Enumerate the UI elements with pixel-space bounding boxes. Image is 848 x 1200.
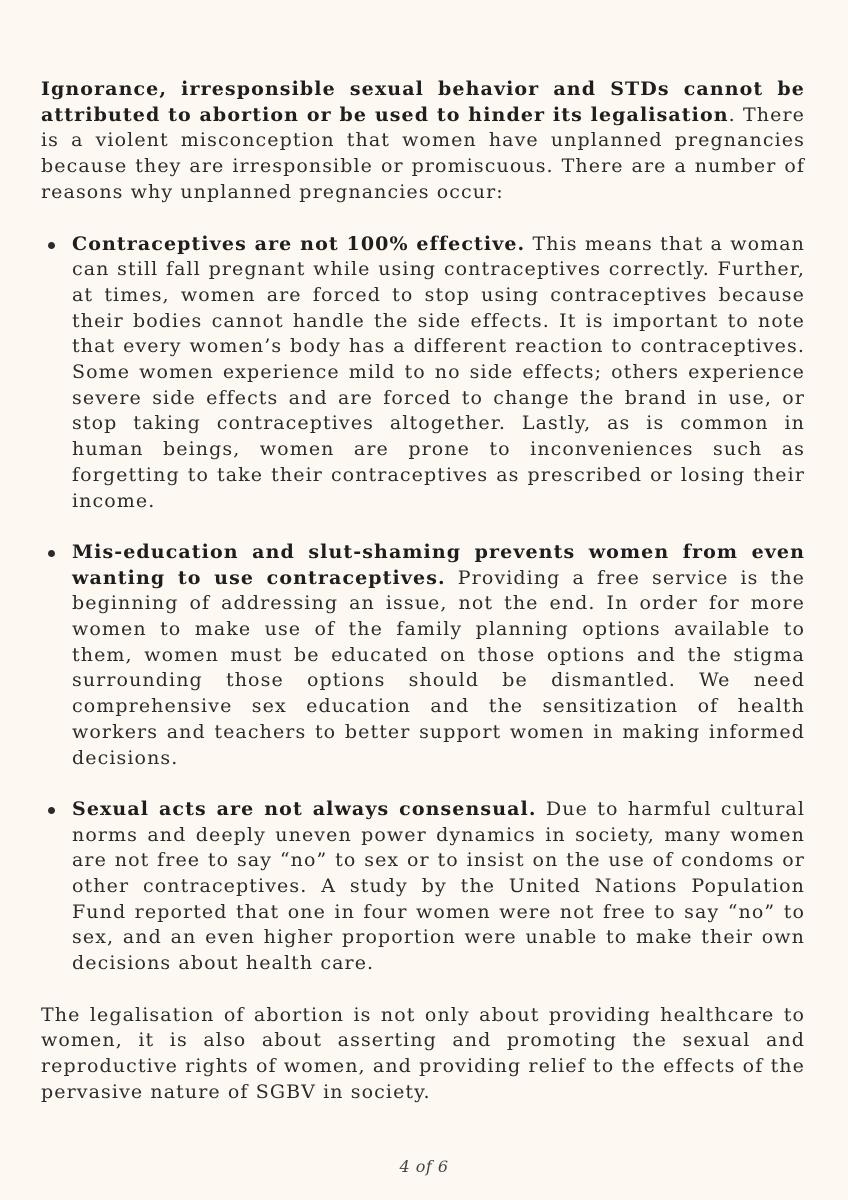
- list-item: [41, 540, 805, 771]
- bullet-icon: [48, 242, 55, 249]
- reason-text: Providing a free service is the beginning of addressing an issue, not the end. In order for more women to make use of the family planning options available to them, women must be educated on those options and the stigma surrounding those options should be dismantled. We need comprehensive sex education and the sensitization of health workers and teachers to better support women in making informed decisions.: [72, 566, 805, 769]
- conclusion-paragraph: The legalisation of abortion is not only about providing healthcare to women, it is also about asserting and promoting the sexual and reproductive rights of women, and providing relief to the effects of the pervasive nature of SGBV in society.: [41, 1003, 805, 1103]
- intro-paragraph: [41, 77, 805, 206]
- document-body: [41, 77, 805, 1105]
- reason-heading: Mis-education and slut-shaming prevents women from even wanting to use contraceptives.: [72, 540, 805, 589]
- bullet-icon: [48, 550, 55, 557]
- reasons-list: [41, 232, 805, 977]
- intro-text: . There is a violent misconception that women have unplanned pregnancies because they are irresponsible or promiscuous. There are a number of reasons why unplanned pregnancies occur:: [41, 103, 805, 203]
- page-number: 4 of 6: [399, 1157, 449, 1176]
- reason-heading: Contraceptives are not 100% effective.: [72, 232, 526, 255]
- list-item: [41, 232, 805, 515]
- bullet-icon: [48, 807, 55, 814]
- intro-bold-statement: Ignorance, irresponsible sexual behavior and STDs cannot be attributed to abortion or be used to hinder its legalisation: [41, 78, 805, 126]
- reason-text: Due to harmful cultural norms and deeply uneven power dynamics in society, many women are not free to say “no” to sex or to insist on the use of condoms or other contraceptives. A study by the United Nations Population Fund reported that one in four women were not free to say “no” to sex, and an even higher proportion were unable to make their own decisions about health care.: [72, 797, 806, 975]
- list-item: [41, 797, 805, 977]
- reason-heading: Sexual acts are not always consensual.: [72, 797, 537, 820]
- reason-text: This means that a woman can still fall pregnant while using contraceptives correctly. Further, at times, women are forced to stop using contraceptives because their bodies cannot handle the side effects. It is important to note that every women’s body has a different reaction to contraceptives. Some women experience mild to no side effects; others experience severe side effects and are forced to change the brand in use, or stop taking contraceptives altogether. Lastly, as is common in human beings, women are prone to inconveniences such as forgetting to take their contraceptives as prescribed or losing their income.: [72, 232, 805, 512]
